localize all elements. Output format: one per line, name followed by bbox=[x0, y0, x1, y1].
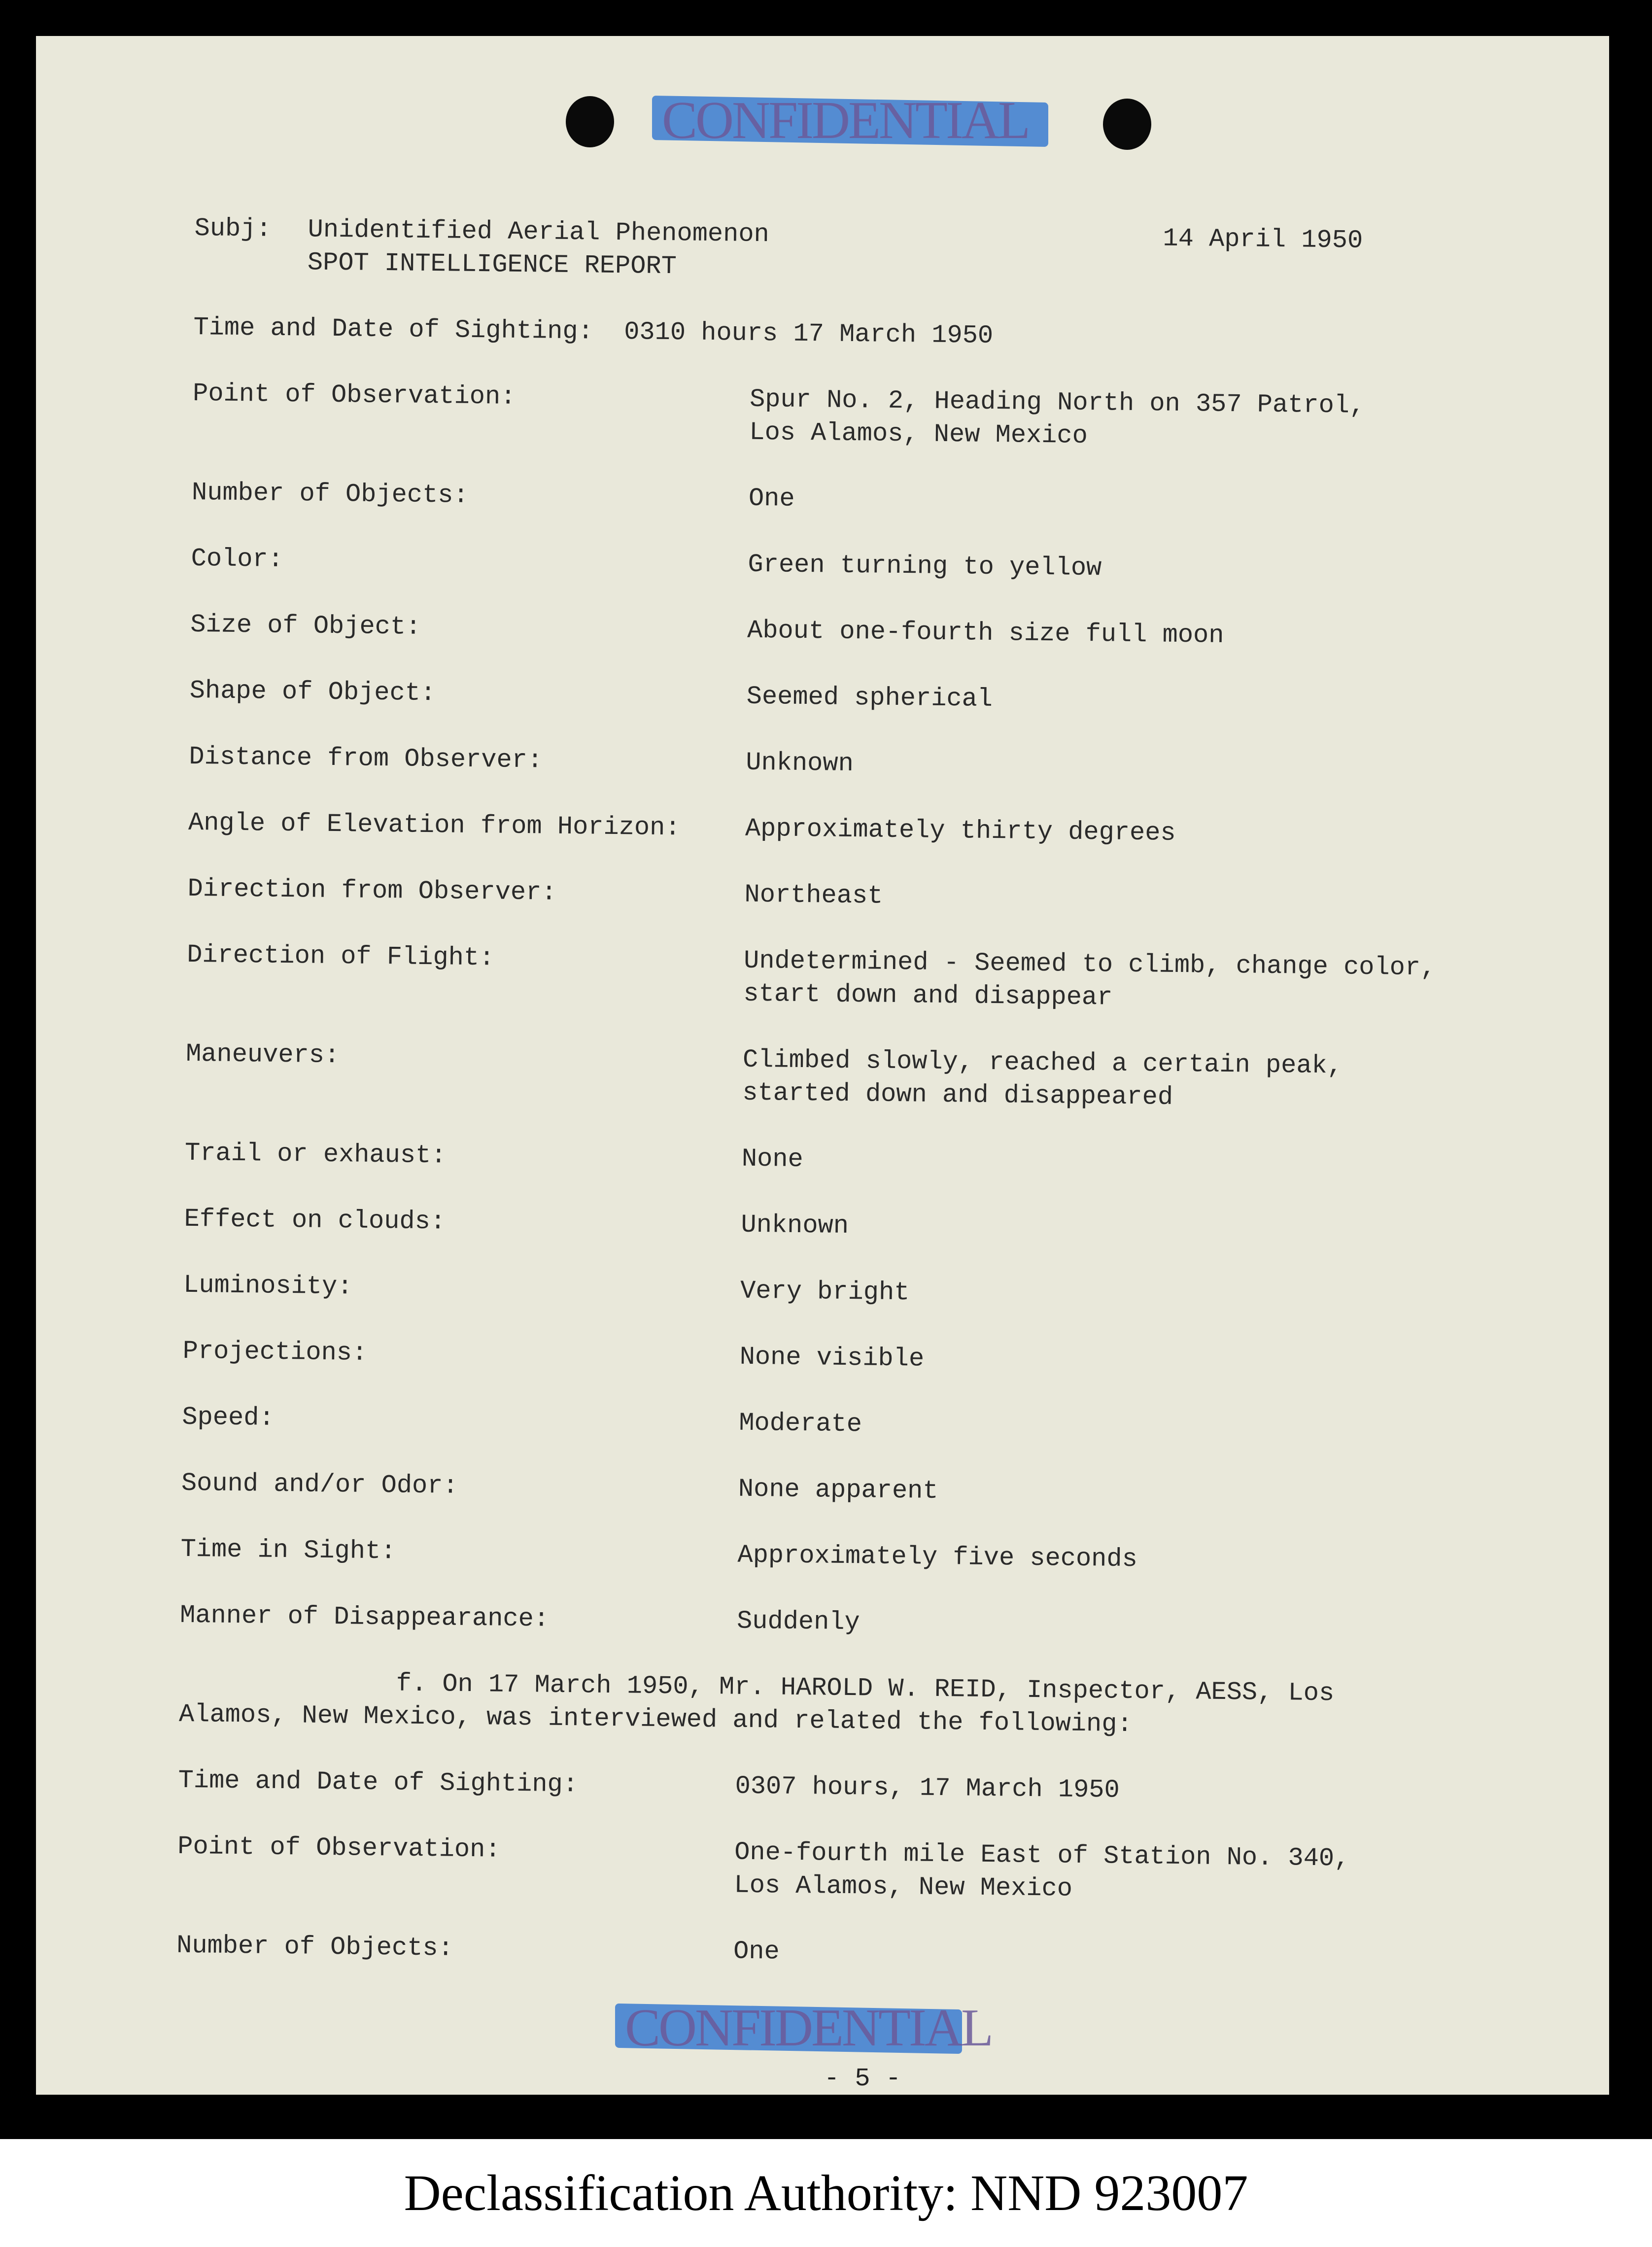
field-label: Shape of Object: bbox=[189, 676, 436, 708]
field-value: One bbox=[733, 1936, 780, 1967]
field-row bbox=[188, 806, 1495, 853]
field-row bbox=[191, 542, 1497, 589]
field-row bbox=[192, 476, 1498, 523]
field-row bbox=[178, 1764, 1484, 1811]
subject-line-2: SPOT INTELLIGENCE REPORT bbox=[307, 248, 677, 281]
field-label: Effect on clouds: bbox=[184, 1204, 446, 1237]
field-row bbox=[182, 1401, 1488, 1448]
field-value: Approximately thirty degrees bbox=[745, 814, 1176, 848]
first-sighting-fields bbox=[180, 377, 1499, 1646]
field-value: Spur No. 2, Heading North on 357 Patrol, Los Alamos, New Mexico bbox=[749, 384, 1365, 450]
field-row bbox=[184, 1203, 1490, 1249]
report-date: 14 April 1950 bbox=[1163, 224, 1363, 255]
sighting-time-date: Time and Date of Sighting: 0310 hours 17 March 1950 bbox=[193, 312, 994, 350]
field-label: Color: bbox=[191, 544, 284, 574]
field-label: Maneuvers: bbox=[185, 1039, 340, 1071]
field-value: Undetermined - Seemed to climb, change color, start down and disappear bbox=[743, 946, 1436, 1012]
field-value: Green turning to yellow bbox=[748, 550, 1102, 583]
paragraph-f: f. On 17 March 1950, Mr. HAROLD W. REID, Inspector, AESS, Los Alamos, New Mexico, was interviewed and related the following: bbox=[178, 1669, 1335, 1739]
field-row bbox=[180, 1599, 1486, 1646]
field-label: Distance from Observer: bbox=[189, 742, 543, 775]
field-label: Direction from Observer: bbox=[187, 874, 557, 907]
field-label: Time and Date of Sighting: bbox=[178, 1765, 579, 1799]
field-value: One bbox=[748, 484, 795, 514]
field-value: Very bright bbox=[740, 1276, 910, 1308]
field-value: Moderate bbox=[739, 1408, 862, 1439]
field-value: Climbed slowly, reached a certain peak, started down and disappeared bbox=[742, 1045, 1343, 1112]
field-label: Point of Observation: bbox=[192, 379, 516, 412]
declassification-footer bbox=[0, 2139, 1652, 2247]
field-label: Manner of Disappearance: bbox=[179, 1600, 550, 1634]
punch-hole bbox=[566, 96, 614, 147]
field-value: None bbox=[741, 1144, 804, 1175]
punch-hole bbox=[1103, 99, 1151, 150]
confidential-stamp-bottom bbox=[625, 1998, 992, 2059]
field-label: Speed: bbox=[182, 1402, 275, 1433]
field-value: About one-fourth size full moon bbox=[747, 616, 1224, 650]
subject-line-1: Unidentified Aerial Phenomenon bbox=[308, 215, 770, 249]
field-label: Number of Objects: bbox=[176, 1931, 454, 1963]
field-row bbox=[177, 1830, 1483, 1910]
field-value: Unknown bbox=[741, 1210, 849, 1241]
field-label: Number of Objects: bbox=[191, 478, 469, 510]
report-header bbox=[194, 212, 1501, 292]
field-row bbox=[185, 1137, 1491, 1183]
field-value: Suddenly bbox=[736, 1606, 860, 1637]
stamp-text: CONFIDENTIAL bbox=[625, 1999, 992, 2057]
subject-label: Subj: bbox=[194, 213, 272, 244]
field-label: Size of Object: bbox=[190, 610, 421, 642]
field-label: Time in Sight: bbox=[180, 1534, 396, 1566]
field-value: One-fourth mile East of Station No. 340, Los Alamos, New Mexico bbox=[734, 1837, 1350, 1903]
field-row bbox=[189, 740, 1495, 787]
field-value: Unknown bbox=[746, 748, 854, 779]
field-label: Direction of Flight: bbox=[186, 940, 495, 973]
field-row bbox=[185, 1037, 1492, 1117]
report-body bbox=[176, 212, 1501, 1976]
second-sighting-fields bbox=[176, 1764, 1484, 1976]
field-value: 0307 hours, 17 March 1950 bbox=[735, 1771, 1120, 1805]
field-label: Angle of Elevation from Horizon: bbox=[188, 808, 681, 843]
field-row bbox=[182, 1335, 1489, 1382]
field-value: Northeast bbox=[744, 880, 883, 911]
field-value: None apparent bbox=[738, 1474, 938, 1506]
page-number: - 5 - bbox=[824, 2064, 901, 2093]
confidential-stamp-top bbox=[662, 90, 1029, 151]
field-value: Approximately five seconds bbox=[737, 1540, 1138, 1574]
field-label: Luminosity: bbox=[183, 1270, 353, 1302]
field-value: None visible bbox=[739, 1342, 925, 1374]
field-row bbox=[192, 377, 1499, 457]
stamp-text: CONFIDENTIAL bbox=[662, 91, 1029, 150]
field-row bbox=[189, 674, 1496, 721]
field-row bbox=[187, 872, 1494, 919]
field-row bbox=[180, 1533, 1487, 1580]
field-row bbox=[190, 608, 1497, 655]
field-label: Sound and/or Odor: bbox=[181, 1468, 458, 1501]
field-label: Projections: bbox=[182, 1336, 368, 1368]
field-row bbox=[183, 1269, 1490, 1315]
field-label: Trail or exhaust: bbox=[184, 1138, 447, 1171]
field-value: Seemed spherical bbox=[746, 682, 993, 714]
field-row bbox=[181, 1467, 1488, 1514]
field-row bbox=[186, 938, 1493, 1018]
declassification-text: Declassification Authority: NND 923007 bbox=[404, 2165, 1248, 2221]
field-label: Point of Observation: bbox=[177, 1832, 501, 1865]
